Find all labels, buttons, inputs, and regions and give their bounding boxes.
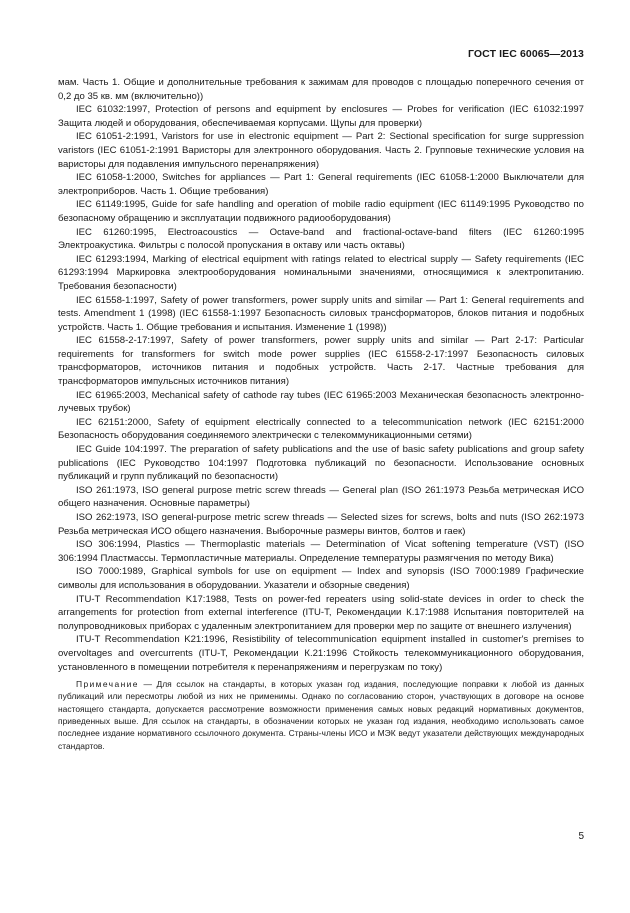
reference-paragraph: ISO 306:1994, Plastics — Thermoplastic materials — Determination of Vicat softening temperature (VST) (ISO 306:1994 Пластмассы. Термопластичные материалы. Определение температуры размягчения по методу Вика)	[58, 539, 584, 564]
reference-paragraph: IEC 61260:1995, Electroacoustics — Octave-band and fractional-octave-band filters (IEC 61260:1995 Электроакустика. Фильтры с полосой пропускания в октаву или часть октавы)	[58, 226, 584, 252]
reference-paragraph: IEC 61965:2003, Mechanical safety of cathode ray tubes (IEC 61965:2003 Механическая безопасность электронно-лучевых трубок)	[58, 389, 584, 415]
reference-paragraph: ISO 262:1973, ISO general-purpose metric screw threads — Selected sizes for screws, bolts and nuts (ISO 262:1973 Резьба метрическая ИСО общего назначения. Выборочные размеры винтов, болтов и гаек)	[58, 512, 584, 537]
reference-paragraph: IEC 61032:1997, Protection of persons and equipment by enclosures — Probes for verification (IEC 61032:1997 Защита людей и оборудования, обеспечиваемая корпусами. Щупы для проверки)	[58, 104, 584, 129]
reference-paragraph: ITU-T Recommendation K17:1988, Tests on power-fed repeaters using solid-state devices in order to check the arrangements for protection from external interference (ITU-T, Рекомендации К.17:1988 Испытания повторителей на полупроводниковых приборах с удаленным электропитанием для проверки мер по защите от внешнего излучения)	[58, 593, 584, 632]
reference-paragraph: IEC 61558-1:1997, Safety of power transformers, power supply units and similar — Part 1: General requirements and tests. Amendment 1 (1998) (IEC 61558-1:1997 Безопасность силовых трансформаторов, блоков питания и подобных устройств. Часть 1. Общие требования и испытания. Изменение 1 (1998))	[58, 294, 584, 333]
note-label: Примечание	[76, 679, 139, 690]
reference-paragraph: IEC 61051-2:1991, Varistors for use in electronic equipment — Part 2: Sectional specification for surge suppression varistors (IEC 61051-2:1991 Варисторы для электронного оборудования. Часть 2. Групповые технические условия на варисторы для подавления импульсного перенапряжения)	[58, 131, 584, 170]
reference-paragraph: IEC 62151:2000, Safety of equipment electrically connected to a telecommunication network (IEC 62151:2000 Безопасность оборудования соединяемого электрически с телекоммуникационными сетями)	[58, 416, 584, 442]
reference-paragraph: ISO 7000:1989, Graphical symbols for use on equipment — Index and synopsis (ISO 7000:1989 Графические символы для использования в оборудовании. Указатели и обзорные сведения)	[58, 566, 584, 591]
reference-paragraph: ITU-T Recommendation K21:1996, Resistibility of telecommunication equipment installed in customer's premises to overvoltages and overcurrents (ITU-T, Рекомендации К.21:1996 Стойкость телекоммуникационного оборудования, установленного в помещении потребителя к перенапряжениям и перегрузкам по току)	[58, 634, 584, 673]
reference-paragraph: мам. Часть 1. Общие и дополнительные требования к зажимам для проводов с площадью поперечного сечения от 0,2 до 35 кв. мм (включительно))	[58, 77, 584, 102]
note-text: — Для ссылок на стандарты, в которых указан год издания, последующие поправки к любой из данных публикаций или пересмотры любой из них не применимы. Однако по согласованию сторон, участвующих в договоре на основе настоящего стандарта, допускается рассмотрение возможности применения самых новых редакций нормативных документов, приведенных выше. Для ссылок на стандарты, в обозначении которых не указан год издания, необходимо использовать самое последнее издание нормативного ссылочного документа. Страны-члены ИСО и МЭК ведут указатели действующих международных стандартов.	[58, 679, 584, 751]
reference-paragraph: IEC 61058-1:2000, Switches for appliances — Part 1: General requirements (IEC 61058-1:2000 Выключатели для электроприборов. Часть 1. Общие требования)	[58, 172, 584, 197]
reference-paragraph: IEC 61149:1995, Guide for safe handling and operation of mobile radio equipment (IEC 61149:1995 Руководство по безопасному обращению и эксплуатации подвижного радиооборудования)	[58, 199, 584, 224]
reference-paragraph: ISO 261:1973, ISO general purpose metric screw threads — General plan (ISO 261:1973 Резьба метрическая ИСО общего назначения. Основные параметры)	[58, 484, 584, 510]
references-list	[58, 76, 584, 752]
reference-paragraph: IEC 61293:1994, Marking of electrical equipment with ratings related to electrical supply — Safety requirements (IEC 61293:1994 Маркировка электрооборудования номинальными значениями, относящимися к электропитанию. Требования безопасности)	[58, 253, 584, 292]
note-paragraph	[58, 678, 584, 752]
page-number: 5	[578, 831, 584, 842]
document-header: ГОСТ IEC 60065—2013	[467, 48, 584, 60]
reference-paragraph: IEC 61558-2-17:1997, Safety of power transformers, power supply units and similar — Part 2-17: Particular requirements for transformers for switch mode power supplies (IEC 61558-2-17:1997 Безопасность силовых трансформаторов, источников питания и подобных устройств. Часть 2-17. Частные требования для трансформаторов импульсных источников питания)	[58, 335, 584, 388]
reference-paragraph: IEC Guide 104:1997. The preparation of safety publications and the use of basic safety publications and group safety publications (IEC Руководство 104:1997 Подготовка публикаций по безопасности. Использование основных публикаций и групп публикаций по безопасности)	[58, 444, 584, 483]
